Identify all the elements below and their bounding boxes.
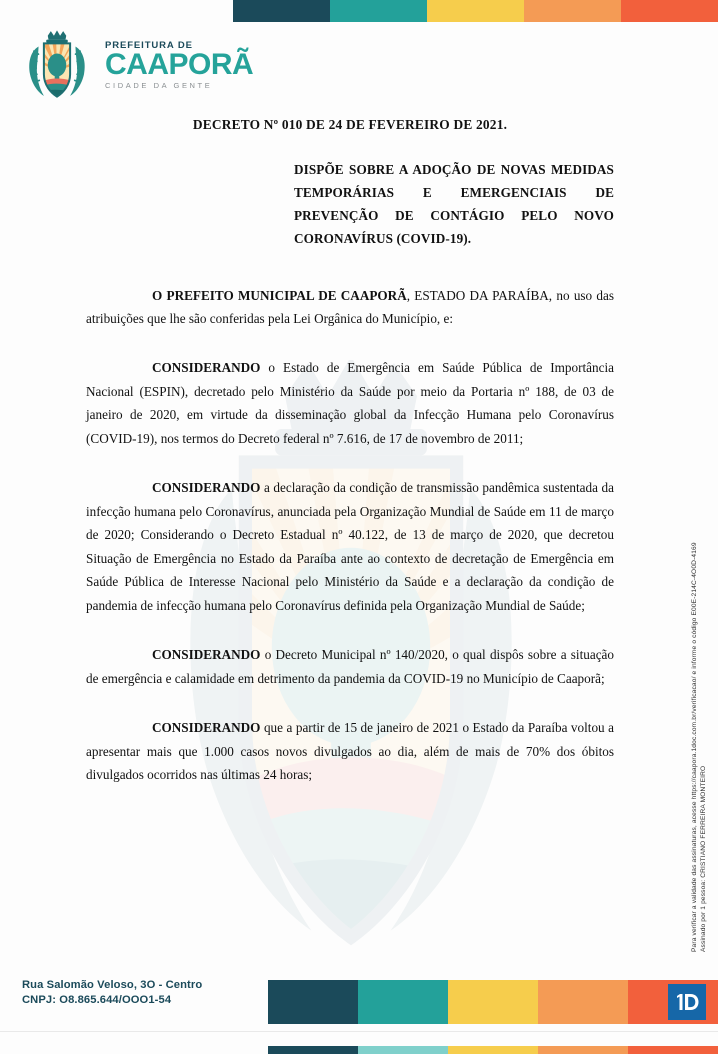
footer-bar-teal	[358, 980, 448, 1024]
considerando-label: CONSIDERANDO	[152, 647, 261, 663]
considerando-label: CONSIDERANDO	[152, 720, 261, 736]
footer-bottom-bar-orange	[538, 1046, 628, 1054]
document-body	[86, 118, 614, 787]
onedoc-logo-icon	[674, 991, 700, 1013]
decree-title: DECRETO Nº 010 DE 24 DE FEVEREIRO DE 2021.	[192, 117, 508, 132]
considerando-text: o Decreto Municipal nº 140/2020, o qual dispôs sobre a situação de emergência e calamidade em detrimento da pandemia da COVID-19 no Município de Caaporã;	[86, 647, 614, 686]
considerando-text: o Estado de Emergência em Saúde Pública de Importância Nacional (ESPIN), decretado pelo Ministério da Saúde por meio da Portaria nº 188, de 03 de janeiro de 2020, em virtude da disseminação global da Infecção Humana pelo Coronavírus (COVID-19), nos termos do Decreto federal nº 7.616, de 17 de novembro de 2011;	[86, 360, 614, 446]
signature-verification-text: Para verificar a validade das assinaturas, acesse https://caapora.1doc.com.br/verificacao/ e informe o código E00E-214C-4O0D-4169	[691, 542, 698, 952]
considerando-paragraph	[86, 643, 614, 690]
brand-main-label: CAAPORÃ	[105, 48, 254, 82]
page-footer	[0, 954, 718, 1054]
signature-verification-strip	[678, 0, 712, 1054]
footer-bottom-bar-yellow	[448, 1046, 538, 1054]
considerando-label: CONSIDERANDO	[152, 480, 261, 496]
header-bar-dark-teal	[233, 0, 330, 22]
footer-bottom-bar-teal	[358, 1046, 448, 1054]
footer-bar-orange	[538, 980, 628, 1024]
brand-top-label: PREFEITURA DE	[105, 39, 193, 51]
header-bar-teal	[330, 0, 427, 22]
header-bar-orange	[524, 0, 621, 22]
onedoc-badge	[668, 984, 706, 1020]
brand-wordmark	[105, 41, 253, 90]
preamble-rest-text: , ESTADO DA PARAÍBA, no uso das atribuições que lhe são conferidas pela Lei Orgânica do Município, e:	[86, 288, 614, 327]
preamble-bold-text: O PREFEITO MUNICIPAL DE CAAPORÃ	[152, 288, 407, 304]
header-bar-red-orange	[621, 0, 718, 22]
considerando-label: CONSIDERANDO	[152, 360, 261, 376]
footer-bar-dark-teal	[268, 980, 358, 1024]
footer-color-bar	[268, 980, 718, 1024]
footer-address	[22, 978, 202, 1008]
footer-bar-yellow	[448, 980, 538, 1024]
considerando-paragraph	[86, 476, 614, 617]
considerando-paragraph	[86, 356, 614, 450]
footer-bottom-bar-dark-teal	[268, 1046, 358, 1054]
footer-address-line2: CNPJ: O8.865.644/OOO1-54	[22, 993, 172, 1006]
header-logo	[18, 28, 253, 102]
header-color-bar	[233, 0, 718, 22]
decree-summary: DISPÕE SOBRE A ADOÇÃO DE NOVAS MEDIDAS TEMPORÁRIAS E EMERGENCIAIS DE PREVENÇÃO DE CONTÁGIO PELO NOVO CORONAVÍRUS (COVID-19).	[294, 162, 614, 246]
footer-address-line1: Rua Salomão Veloso, 3O - Centro	[22, 978, 203, 991]
brand-tagline: CIDADE DA GENTE	[105, 80, 213, 90]
footer-bottom-bar-red-orange	[628, 1046, 718, 1054]
signature-signer-text: Assinado por 1 pessoa: CRISTIANO FERREIRA MONTEIRO	[700, 765, 707, 952]
footer-divider	[0, 1031, 718, 1032]
footer-bottom-color-bar	[268, 1046, 718, 1054]
considerando-paragraph	[86, 716, 614, 787]
coat-of-arms-icon	[18, 28, 96, 102]
decree-preamble	[86, 284, 614, 330]
considerando-text: a declaração da condição de transmissão pandêmica sustentada da infecção humana pelo Coronavírus, anunciada pela Organização Mundial de Saúde em 11 de março de 2020; Considerando o Decreto Estadual nº 40.122, de 13 de março de 2020, que decretou Situação de Emergência no Estado da Paraíba ante ao contexto de decretação de Emergência em Saúde Pública de Interesse Nacional pelo Ministério da Saúde e a declaração da condição de pandemia de infecção humana pelo Coronavírus definida pela Organização Mundial de Saúde;	[86, 480, 614, 613]
considerando-text: que a partir de 15 de janeiro de 2021 o Estado da Paraíba voltou a apresentar mais que 1.000 casos novos divulgados ao dia, além de mais de 70% dos óbitos divulgados ocorridos nas últimas 24 horas;	[86, 720, 614, 783]
header-bar-yellow	[427, 0, 524, 22]
